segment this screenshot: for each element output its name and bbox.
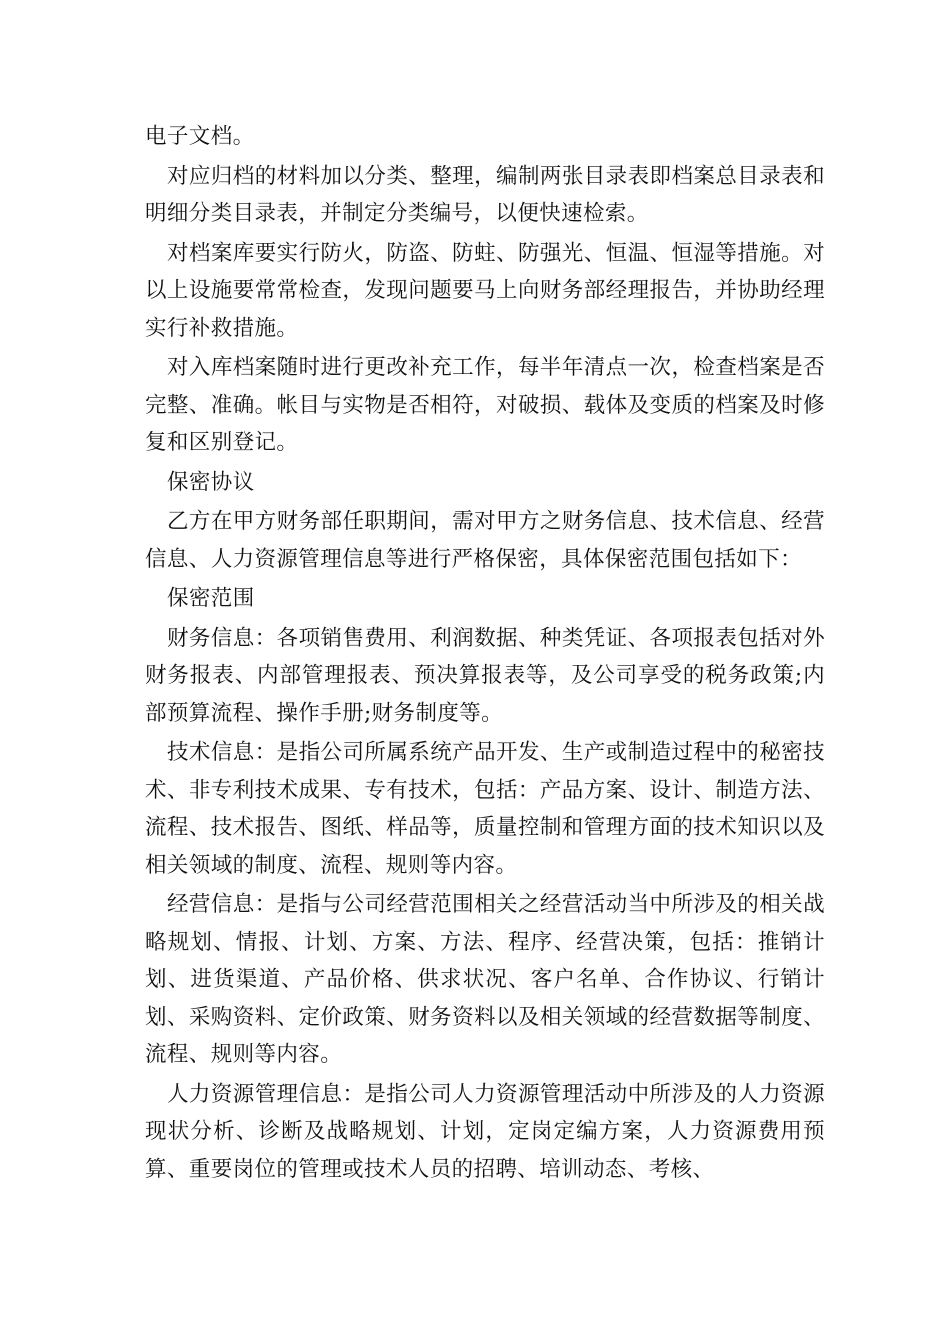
heading-confidentiality-agreement: 保密协议 xyxy=(167,469,255,495)
paragraph-confidentiality-intro: 乙方在甲方财务部任职期间，需对甲方之财务信息、技术信息、经营信息、人力资源管理信息等进行严格保密，具体保密范围包括如下： xyxy=(145,509,825,572)
heading-confidentiality-scope: 保密范围 xyxy=(167,586,255,611)
paragraph-hr-info: 人力资源管理信息：是指公司人力资源管理活动中所涉及的人力资源现状分析、诊断及战略规划、计划，定岗定编方案，人力资源费用预算、重要岗位的管理或技术人员的招聘、培训动态、考核、 xyxy=(145,1081,825,1182)
paragraph-archive-inventory: 对入库档案随时进行更改补充工作，每半年清点一次，检查档案是否完整、准确。帐目与实物是否相符，对破损、载体及变质的档案及时修复和区别登记。 xyxy=(145,355,825,455)
paragraph-archive-protection: 对档案库要实行防火，防盗、防蛀、防强光、恒温、恒湿等措施。对以上设施要常常检查，发现问题要马上向财务部经理报告，并协助经理实行补救措施。 xyxy=(145,240,825,341)
paragraph-continuation: 电子文档。 xyxy=(145,124,255,149)
paragraph-technical-info: 技术信息：是指公司所属系统产品开发、生产或制造过程中的秘密技术、非专利技术成果、专有技术，包括：产品方案、设计、制造方法、流程、技术报告、图纸、样品等，质量控制和管理方面的技术知识以及相关领域的制度、流程、规则等内容。 xyxy=(145,740,825,878)
paragraph-archive-classification: 对应归档的材料加以分类、整理，编制两张目录表即档案总目录表和明细分类目录表，并制定分类编号，以便快速检索。 xyxy=(145,163,825,226)
paragraph-business-info: 经营信息：是指与公司经营范围相关之经营活动当中所涉及的相关战略规划、情报、计划、方案、方法、程序、经营决策，包括：推销计划、进货渠道、产品价格、供求状况、客户名单、合作协议、行销计划、采购资料、定价政策、财务资料以及相关领域的经营数据等制度、流程、规则等内容。 xyxy=(145,892,825,1067)
document-body xyxy=(145,118,825,1190)
paragraph-financial-info: 财务信息：各项销售费用、利润数据、种类凭证、各项报表包括对外财务报表、内部管理报表、预决算报表等，及公司享受的税务政策;内部预算流程、操作手册;财务制度等。 xyxy=(145,625,825,726)
